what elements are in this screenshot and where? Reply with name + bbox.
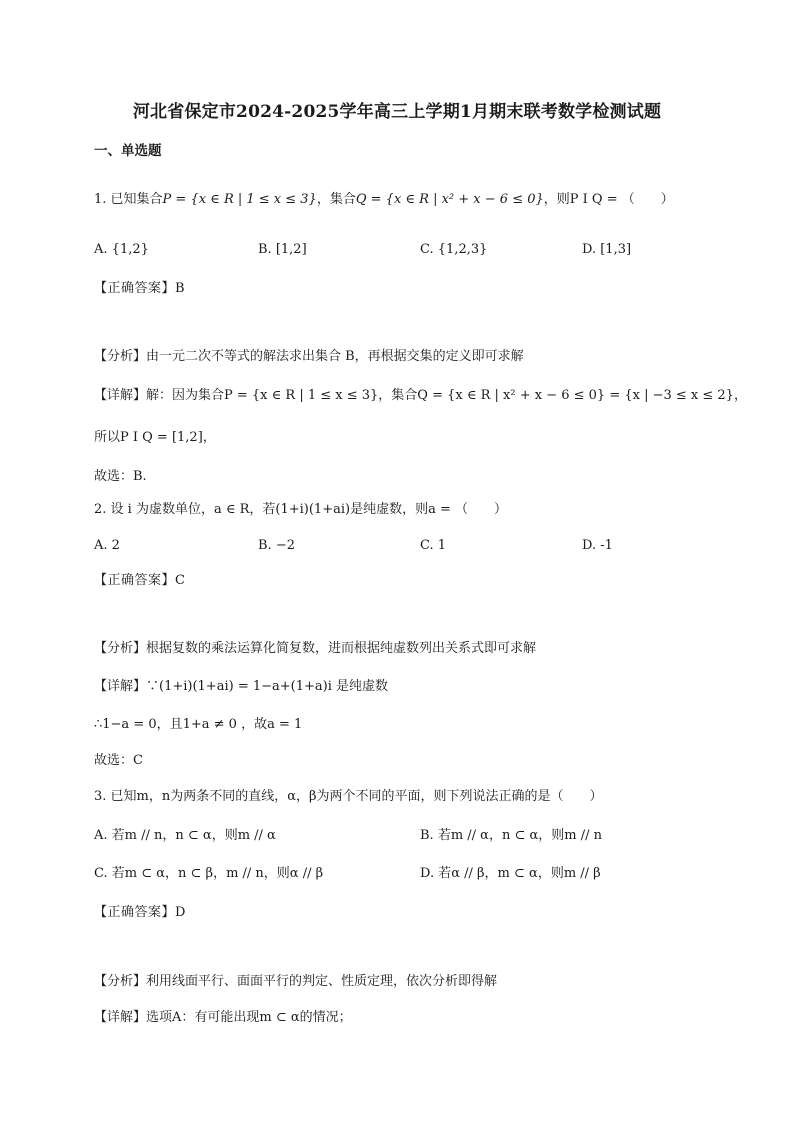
q1-option-b	[258, 239, 307, 261]
option-label: C.	[94, 866, 108, 881]
option-label: B.	[258, 538, 272, 553]
option-text: 2	[111, 538, 120, 553]
q1-detail-1: 【详解】解：因为集合P = {x ∈ R | 1 ≤ x ≤ 3}，集合Q = {x ∈ R | x² + x − 6 ≤ 0} = {x | −3 ≤ x ≤ 2}，	[94, 388, 747, 403]
question-2-stem: 2. 设 i 为虚数单位，a ∈ R，若(1+i)(1+ai)是纯虚数，则a = （ ）	[94, 502, 507, 517]
q1-prefix: 1. 已知集合	[94, 192, 163, 207]
q1-option-a	[94, 239, 149, 261]
q1-mid: ，集合	[316, 192, 356, 207]
option-label: A.	[94, 538, 108, 553]
q2-answer: 【正确答案】C	[94, 573, 186, 588]
q2-analysis: 【分析】根据复数的乘法运算化简复数，进而根据纯虚数列出关系式即可求解	[94, 641, 537, 656]
q1-set-p: P = {x ∈ R | 1 ≤ x ≤ 3}	[162, 192, 317, 207]
q3-option-b	[420, 825, 602, 847]
option-label: C.	[420, 242, 434, 257]
q1-option-d	[582, 239, 631, 261]
q3-option-d	[420, 863, 601, 885]
option-label: D.	[582, 242, 597, 257]
q3-analysis: 【分析】利用线面平行、面面平行的判定、性质定理，依次分析即得解	[94, 974, 498, 989]
q1-answer: 【正确答案】B	[94, 281, 186, 296]
option-label: D.	[420, 866, 435, 881]
question-1-stem	[94, 189, 674, 211]
option-text: [1,3]	[600, 242, 632, 257]
q3-option-c	[94, 863, 323, 885]
q1-conclusion: 故选：B.	[94, 469, 147, 484]
option-text: −2	[275, 538, 295, 553]
q1-option-c	[420, 239, 487, 261]
option-text: {1,2}	[111, 242, 149, 257]
page-title: 河北省保定市2024-2025学年高三上学期1月期末联考数学检测试题	[132, 102, 662, 122]
q2-option-a	[94, 535, 120, 557]
option-label: D.	[582, 538, 597, 553]
option-label: A.	[94, 828, 108, 843]
q2-option-b	[258, 535, 295, 557]
q3-detail-1: 【详解】选项A：有可能出现m ⊂ α的情况；	[94, 1010, 352, 1025]
q1-detail-2: 所以P I Q = [1,2]，	[94, 430, 216, 445]
q3-option-a	[94, 825, 276, 847]
section-heading-single-choice: 一、单选题	[94, 143, 162, 159]
q2-option-c	[420, 535, 446, 557]
q1-tail: ，则P I Q = （ ）	[543, 192, 674, 207]
option-text: 若m // n，n ⊂ α，则m // α	[111, 828, 276, 843]
option-text: [1,2]	[275, 242, 307, 257]
option-label: B.	[420, 828, 434, 843]
q2-detail-1: 【详解】∵(1+i)(1+ai) = 1−a+(1+a)i 是纯虚数	[94, 679, 388, 694]
q3-answer: 【正确答案】D	[94, 905, 186, 920]
q2-detail-2: ∴1−a = 0，且1+a ≠ 0 ，故a = 1	[94, 717, 303, 732]
option-text: {1,2,3}	[437, 242, 488, 257]
q1-analysis: 【分析】由一元二次不等式的解法求出集合 B，再根据交集的定义即可求解	[94, 349, 524, 364]
option-text: -1	[600, 538, 613, 553]
option-text: 若m ⊂ α，n ⊂ β，m // n，则α // β	[111, 866, 324, 881]
option-label: B.	[258, 242, 272, 257]
q1-set-q: Q = {x ∈ R | x² + x − 6 ≤ 0}	[355, 192, 544, 207]
option-label: A.	[94, 242, 108, 257]
option-text: 若α // β，m ⊂ α，则m // β	[438, 866, 601, 881]
option-text: 若m // α，n ⊂ α，则m // n	[437, 828, 602, 843]
q2-option-d	[582, 535, 613, 557]
option-label: C.	[420, 538, 434, 553]
option-text: 1	[437, 538, 447, 553]
q2-conclusion: 故选：C	[94, 753, 143, 768]
question-3-stem: 3. 已知m，n为两条不同的直线，α，β为两个不同的平面，则下列说法正确的是（ ）	[94, 789, 603, 804]
